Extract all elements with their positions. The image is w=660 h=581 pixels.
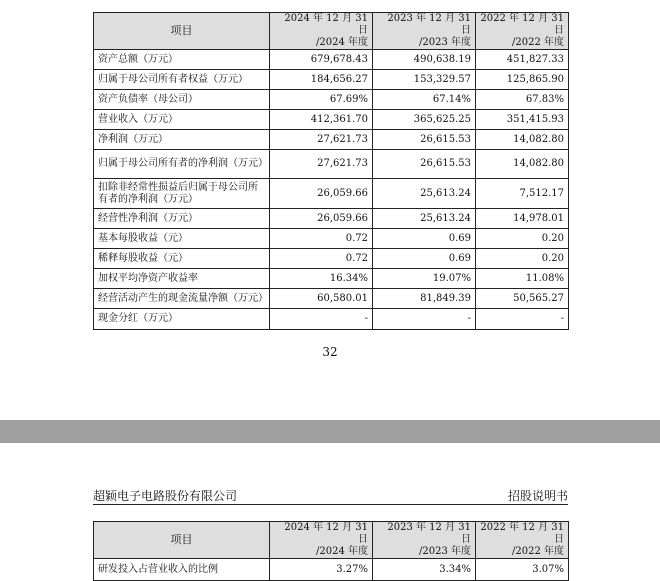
row-value: 412,361.70	[270, 110, 373, 130]
row-value: 14,978.01	[476, 209, 569, 229]
row-label: 研发投入占营业收入的比例	[94, 559, 270, 581]
header-text: 2022 年 12 月 31 日 /2022 年度	[480, 522, 564, 557]
page-separator	[0, 420, 660, 443]
table-row	[94, 249, 569, 269]
row-label: 扣除非经常性损益后归属于母公司所有者的净利润（万元）	[94, 179, 270, 209]
column-header-2023	[373, 522, 476, 559]
row-value: 27,621.73	[270, 130, 373, 150]
row-label: 加权平均净资产收益率	[94, 269, 270, 289]
row-value: 0.20	[476, 229, 569, 249]
row-value: 0.72	[270, 229, 373, 249]
row-value: 26,059.66	[270, 179, 373, 209]
row-value: 11.08%	[476, 269, 569, 289]
column-header-2024	[270, 13, 373, 50]
row-label: 经营性净利润（万元）	[94, 209, 270, 229]
row-label: 营业收入（万元）	[94, 110, 270, 130]
row-value: -	[270, 309, 373, 330]
row-value: 60,580.01	[270, 289, 373, 309]
column-header-2022	[476, 13, 569, 50]
company-name: 超颖电子电路股份有限公司	[93, 489, 238, 503]
row-label: 资产负债率（母公司）	[94, 90, 270, 110]
column-header-item: 项目	[94, 522, 270, 559]
column-header-2022	[476, 522, 569, 559]
row-value: 153,329.57	[373, 70, 476, 90]
row-value: 3.07%	[476, 559, 569, 581]
table-row	[94, 130, 569, 150]
row-value: 50,565.27	[476, 289, 569, 309]
header-text: 2022 年 12 月 31 日 /2022 年度	[480, 13, 564, 48]
header-text: 2024 年 12 月 31 日 /2024 年度	[284, 522, 368, 557]
table-row	[94, 150, 569, 179]
row-value: 125,865.90	[476, 70, 569, 90]
row-value: -	[373, 309, 476, 330]
row-value: 67.69%	[270, 90, 373, 110]
row-value: 7,512.17	[476, 179, 569, 209]
rd-ratio-table	[93, 521, 569, 581]
column-header-2023	[373, 13, 476, 50]
row-value: 26,059.66	[270, 209, 373, 229]
table-row	[94, 269, 569, 289]
row-value: 0.72	[270, 249, 373, 269]
row-value: 25,613.24	[373, 179, 476, 209]
table-header-row	[94, 13, 569, 50]
row-value: 0.20	[476, 249, 569, 269]
table-row	[94, 90, 569, 110]
row-value: 0.69	[373, 249, 476, 269]
row-value: 25,613.24	[373, 209, 476, 229]
table-row	[94, 559, 569, 581]
row-value: 26,615.53	[373, 130, 476, 150]
row-value: 81,849.39	[373, 289, 476, 309]
table-row	[94, 289, 569, 309]
table-row	[94, 50, 569, 70]
header-text: 2023 年 12 月 31 日 /2023 年度	[387, 522, 471, 557]
row-value: 67.83%	[476, 90, 569, 110]
row-label: 经营活动产生的现金流量净额（万元）	[94, 289, 270, 309]
row-value: 14,082.80	[476, 130, 569, 150]
document-type: 招股说明书	[507, 489, 568, 503]
row-value: 16.34%	[270, 269, 373, 289]
row-label: 资产总额（万元）	[94, 50, 270, 70]
row-value: 67.14%	[373, 90, 476, 110]
row-value: 19.07%	[373, 269, 476, 289]
table-row	[94, 70, 569, 90]
table-row	[94, 179, 569, 209]
row-label: 归属于母公司所有者的净利润（万元）	[94, 150, 270, 179]
table-row	[94, 229, 569, 249]
row-value: 27,621.73	[270, 150, 373, 179]
table-row	[94, 309, 569, 330]
row-value: 14,082.80	[476, 150, 569, 179]
row-label: 基本每股收益（元）	[94, 229, 270, 249]
row-value: 365,625.25	[373, 110, 476, 130]
column-header-2024	[270, 522, 373, 559]
row-value: 3.27%	[270, 559, 373, 581]
header-text: 2024 年 12 月 31 日 /2024 年度	[284, 13, 368, 48]
row-label: 净利润（万元）	[94, 130, 270, 150]
row-value: 0.69	[373, 229, 476, 249]
row-value: 490,638.19	[373, 50, 476, 70]
row-label: 现金分红（万元）	[94, 309, 270, 330]
table-row	[94, 209, 569, 229]
header-rule	[93, 504, 568, 505]
row-value: 184,656.27	[270, 70, 373, 90]
row-label: 稀释每股收益（元）	[94, 249, 270, 269]
row-label: 归属于母公司所有者权益（万元）	[94, 70, 270, 90]
row-value: 3.34%	[373, 559, 476, 581]
row-value: 679,678.43	[270, 50, 373, 70]
column-header-item: 项目	[94, 13, 270, 50]
header-text: 2023 年 12 月 31 日 /2023 年度	[387, 13, 471, 48]
page-number: 32	[322, 345, 338, 359]
row-value: 351,415.93	[476, 110, 569, 130]
table-row	[94, 110, 569, 130]
row-value: 26,615.53	[373, 150, 476, 179]
row-value: 451,827.33	[476, 50, 569, 70]
financial-summary-table	[93, 12, 569, 330]
row-value: -	[476, 309, 569, 330]
table-header-row	[94, 522, 569, 559]
